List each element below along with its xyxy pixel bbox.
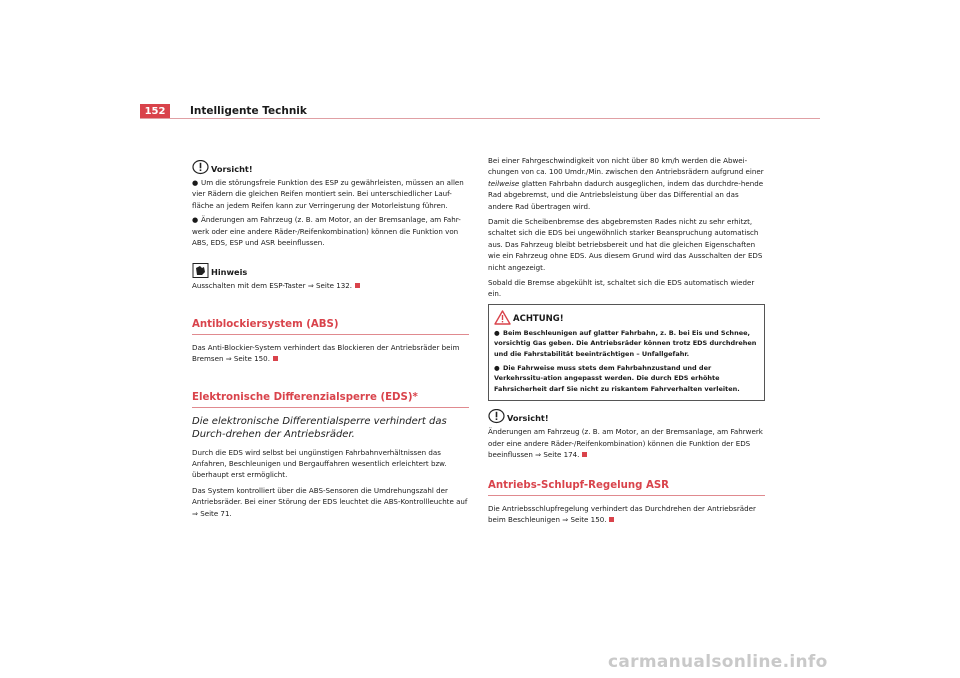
- caution-icon: [192, 160, 209, 175]
- header-rule: [140, 118, 820, 119]
- eds-paragraph-speed: Bei einer Fahrgeschwindigkeit von nicht über 80 km/h werden die Abwei-chungen von ca. 100 Umdr./Min. zwischen den Antriebsrädern aufgrund einer teilweise glatten Fahrbahn dadurch ausgeglichen, indem das durchdre-hende Rad abgebremst, und die Antriebsleistung über das Differential an das andere Rad übertragen wird.: [488, 156, 764, 211]
- warning-triangle-icon: [494, 310, 511, 325]
- end-mark-icon: [582, 452, 587, 457]
- caution-text: Änderungen am Fahrzeug (z. B. am Motor, an der Bremsanlage, am Fahrwerk oder eine andere Räder-/Reifenkombination) können die Funktion der EDS beeinflussen ⇒ Seite 174.: [488, 427, 763, 460]
- left-column: [192, 160, 469, 523]
- section-heading-asr: Antriebs-Schlupf-Regelung ASR: [488, 479, 765, 496]
- end-mark-icon: [273, 356, 278, 361]
- end-mark-icon: [355, 283, 360, 288]
- eds-paragraph: Durch die EDS wird selbst bei ungünstigen Fahrbahnverhältnissen das Anfahren, Beschleunigen und Bergauffahren wesentlich erleichtert bzw. überhaupt erst ermöglicht.: [192, 447, 447, 480]
- note-notice: [192, 263, 469, 291]
- caution-title: Vorsicht!: [211, 164, 253, 174]
- section-heading-abs: Antiblockiersystem (ABS): [192, 318, 469, 335]
- note-title: Hinweis: [211, 267, 248, 278]
- caution-bullet: ● Um die störungsfreie Funktion des ESP zu gewährleisten, müssen an allen vier Rädern die gleichen Reifen montiert sein. Bei unterschiedlicher Lauf-fläche an jedem Reifen kann zur Verringerung der Motorleistung führen.: [192, 178, 464, 210]
- note-icon: [192, 263, 209, 278]
- watermark: carmanualsonline.info: [608, 652, 828, 672]
- warning-bullet: ● Die Fahrweise muss stets dem Fahrbahnzustand und der Verkehrssitu-ation angepasst werden. Die durch EDS erhöhte Fahrsicherheit darf Sie nicht zu riskantem Fahrverhalten verleiten.: [494, 363, 740, 393]
- caution-notice: [192, 160, 469, 248]
- caution-notice: [488, 409, 765, 460]
- warning-box: [488, 304, 765, 402]
- caution-bullet: ● Änderungen am Fahrzeug (z. B. am Motor, an der Bremsanlage, am Fahr-werk oder eine andere Räder-/Reifenkombination) können die Funktion von ABS, EDS, ESP und ASR beeinflussen.: [192, 215, 461, 248]
- eds-subheading: Die elektronische Differentialsperre verhindert das Durch-drehen der Antriebsräder.: [192, 415, 447, 441]
- caution-title: Vorsicht!: [507, 413, 549, 424]
- warning-title: ACHTUNG!: [513, 313, 564, 324]
- section-heading-eds: Elektronische Differenzialsperre (EDS)*: [192, 391, 469, 408]
- abs-text: Das Anti-Blockier-System verhindert das Blockieren der Antriebsräder beim Bremsen ⇒ Seite 150.: [192, 342, 460, 364]
- eds-paragraph-cooldown: Sobald die Bremse abgekühlt ist, schaltet sich die EDS automatisch wieder ein.: [488, 278, 755, 299]
- warning-bullet: ● Beim Beschleunigen auf glatter Fahrbahn, z. B. bei Eis und Schnee, vorsichtig Gas geben. Die Antriebsräder können trotz EDS durchdrehen und die Fahrstabilität beeinträchtigen – Unfallgefahr.: [494, 328, 757, 359]
- page-title: Intelligente Technik: [190, 105, 307, 117]
- eds-paragraph: Das System kontrolliert über die ABS-Sensoren die Umdrehungszahl der Antriebsräder. Bei einer Störung der EDS leuchtet die ABS-Kontrollleuchte auf ⇒ Seite 71.: [192, 485, 468, 518]
- eds-paragraph-brake: Damit die Scheibenbremse des abgebremsten Rades nicht zu sehr erhitzt, schaltet sich die EDS bei ungewöhnlich starker Beanspruchung automatisch aus. Das Fahrzeug bleibt betriebsbereit und hat die gleichen Eigenschaften wie ein Fahrzeug ohne EDS. Aus diesem Grund wird das Ausschalten der EDS nicht angezeigt.: [488, 217, 763, 272]
- end-mark-icon: [609, 517, 614, 522]
- note-text: Ausschalten mit dem ESP-Taster ⇒ Seite 132.: [192, 280, 469, 291]
- asr-text: Die Antriebsschlupfregelung verhindert das Durchdrehen der Antriebsräder beim Beschleunigen ⇒ Seite 150.: [488, 503, 756, 525]
- caution-icon: [488, 409, 505, 424]
- right-column: [488, 155, 765, 529]
- page-number: 152: [140, 104, 170, 119]
